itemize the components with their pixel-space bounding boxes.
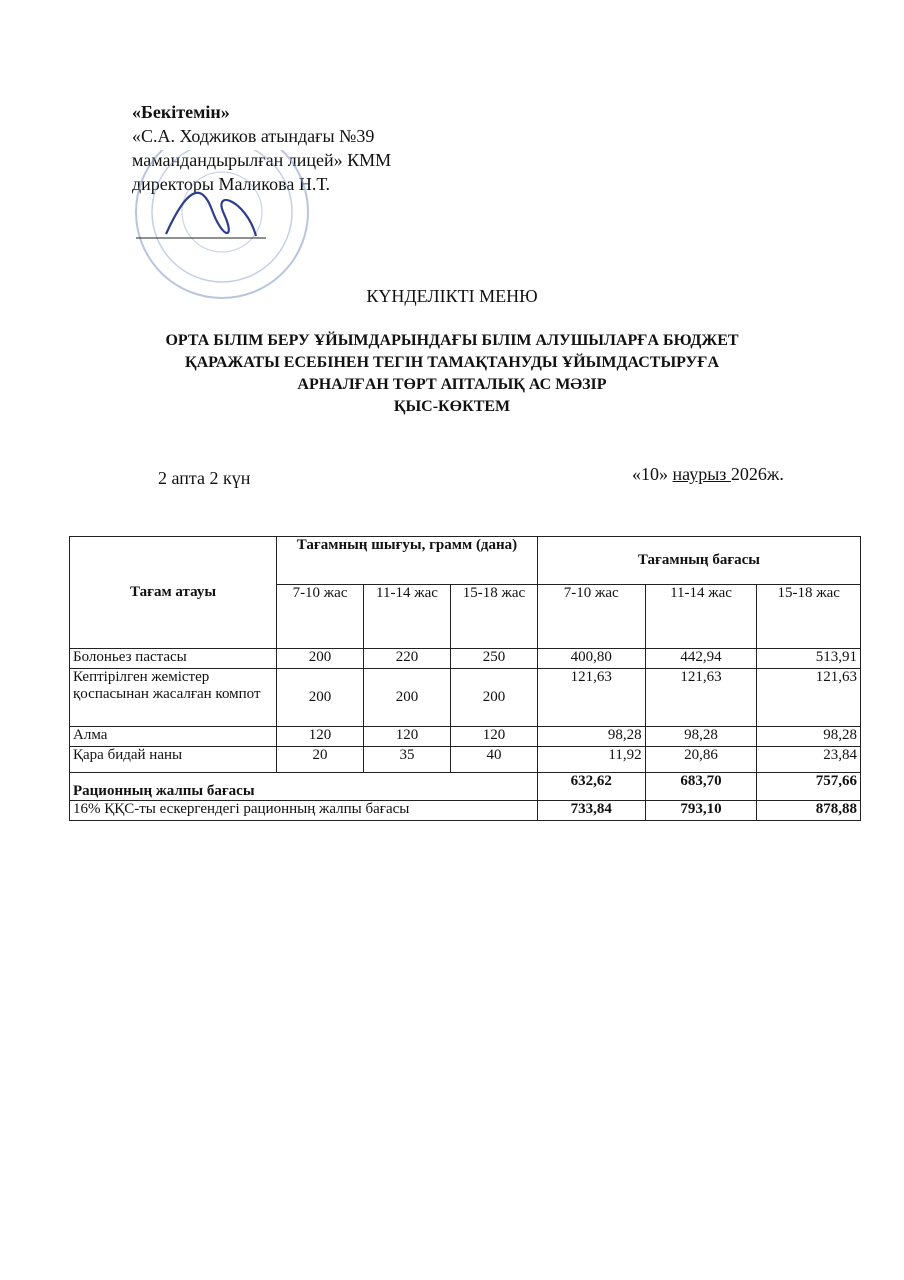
price-value: 513,91	[757, 649, 861, 669]
approval-line-1: «С.А. Ходжиков атындағы №39	[132, 126, 375, 146]
price-value: 121,63	[757, 669, 861, 727]
header-price: Тағамның бағасы	[537, 537, 860, 585]
yield-value: 120	[277, 727, 364, 747]
dish-name: Кептірілген жемістер қоспасынан жасалған компот	[70, 669, 277, 727]
document-date	[632, 464, 784, 485]
date-day: «10»	[632, 464, 668, 484]
page-title: КҮНДЕЛІКТІ МЕНЮ	[366, 286, 538, 306]
dish-name: Алма	[70, 727, 277, 747]
header-yield-age-2: 11-14 жас	[364, 585, 451, 649]
approval-line-2: мамандандырылған лицей» КММ	[132, 150, 392, 170]
stamp-seal	[126, 150, 318, 300]
price-value: 11,92	[537, 747, 645, 773]
week-day: 2 апта 2 күн	[158, 468, 251, 488]
total-value: 632,62	[537, 773, 645, 801]
price-value: 121,63	[645, 669, 757, 727]
page-subtitle	[0, 330, 904, 418]
date-year: 2026ж.	[730, 464, 784, 484]
approval-line-3: директоры Маликова Н.Т.	[132, 174, 331, 194]
total-vat-row	[70, 801, 861, 821]
price-value: 23,84	[757, 747, 861, 773]
yield-value: 200	[277, 649, 364, 669]
total-label: Рационның жалпы бағасы	[70, 773, 538, 801]
yield-value: 35	[364, 747, 451, 773]
table-row	[70, 747, 861, 773]
header-dish-name: Тағам атауы	[70, 537, 277, 649]
approval-heading: «Бекітемін»	[132, 102, 230, 122]
price-value: 98,28	[757, 727, 861, 747]
total-vat-value: 878,88	[757, 801, 861, 821]
dish-name: Болоньез пастасы	[70, 649, 277, 669]
header-yield-age-1: 7-10 жас	[277, 585, 364, 649]
table-row	[70, 727, 861, 747]
yield-value: 200	[364, 669, 451, 727]
price-value: 98,28	[537, 727, 645, 747]
header-price-age-1: 7-10 жас	[537, 585, 645, 649]
header-price-age-2: 11-14 жас	[645, 585, 757, 649]
subtitle-line-1: ОРТА БІЛІМ БЕРУ ҰЙЫМДАРЫНДАҒЫ БІЛІМ АЛУШЫЛАРҒА БЮДЖЕТ	[165, 332, 739, 349]
table-row	[70, 649, 861, 669]
header-price-age-3: 15-18 жас	[757, 585, 861, 649]
total-value: 757,66	[757, 773, 861, 801]
total-value: 683,70	[645, 773, 757, 801]
price-value: 20,86	[645, 747, 757, 773]
date-month: наурыз	[672, 464, 731, 484]
total-vat-value: 733,84	[537, 801, 645, 821]
total-row	[70, 773, 861, 801]
total-vat-label: 16% ҚҚС-ты ескергендегі рационның жалпы бағасы	[70, 801, 538, 821]
yield-value: 20	[277, 747, 364, 773]
yield-value: 200	[277, 669, 364, 727]
yield-value: 120	[450, 727, 537, 747]
header-yield-age-3: 15-18 жас	[450, 585, 537, 649]
yield-value: 220	[364, 649, 451, 669]
price-value: 442,94	[645, 649, 757, 669]
yield-value: 250	[450, 649, 537, 669]
dish-name: Қара бидай наны	[70, 747, 277, 773]
yield-value: 120	[364, 727, 451, 747]
yield-value: 200	[450, 669, 537, 727]
yield-value: 40	[450, 747, 537, 773]
menu-table	[69, 536, 861, 821]
subtitle-line-3: АРНАЛҒАН ТӨРТ АПТАЛЫҚ АС МӘЗІР	[297, 376, 607, 393]
total-vat-value: 793,10	[645, 801, 757, 821]
header-yield: Тағамның шығуы, грамм (дана)	[277, 537, 538, 585]
price-value: 400,80	[537, 649, 645, 669]
price-value: 98,28	[645, 727, 757, 747]
price-value: 121,63	[537, 669, 645, 727]
subtitle-line-4: ҚЫС-КӨКТЕМ	[393, 398, 511, 415]
subtitle-line-2: ҚАРАЖАТЫ ЕСЕБІНЕН ТЕГІН ТАМАҚТАНУДЫ ҰЙЫМДАСТЫРУҒА	[184, 354, 720, 371]
table-row	[70, 669, 861, 727]
